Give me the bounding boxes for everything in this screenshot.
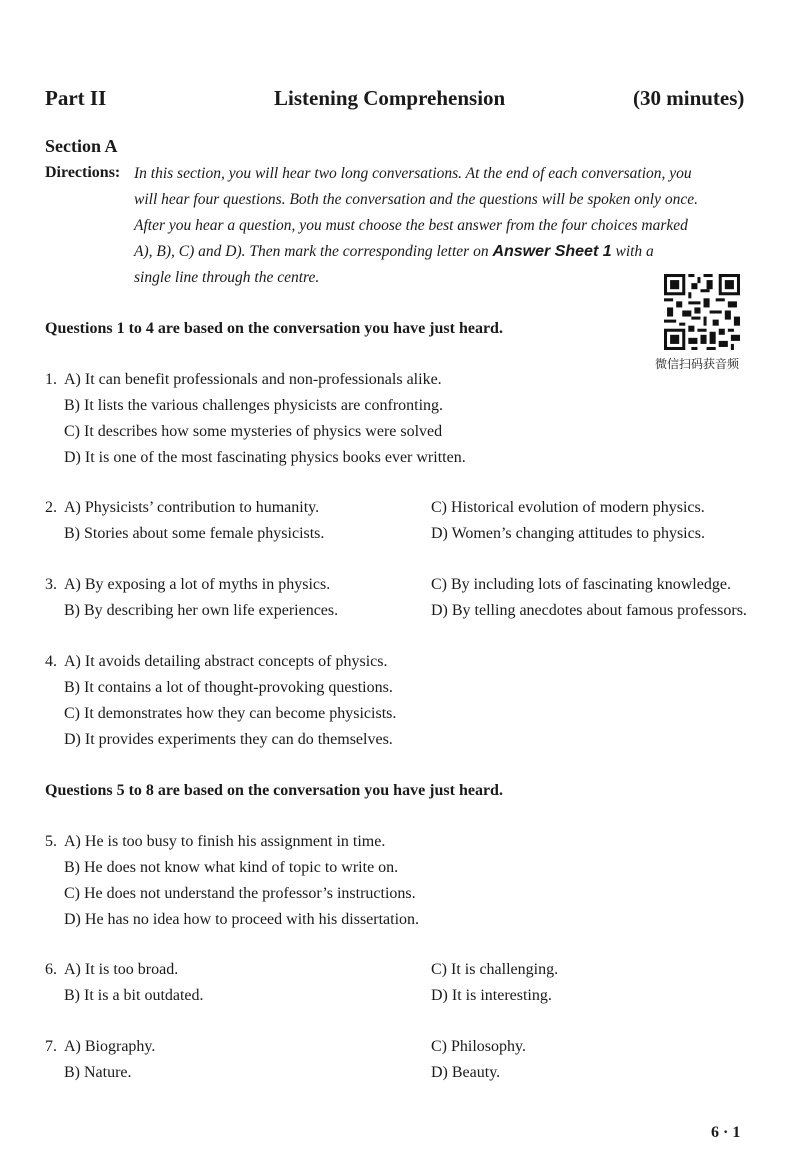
option-3b: B) By describing her own life experiences. (64, 602, 339, 619)
question-number: 5. (45, 833, 57, 850)
page-title: Listening Comprehension (274, 86, 506, 110)
questions-1-4-header: Questions 1 to 4 are based on the conversation you have just heard. (45, 320, 503, 337)
option-1d: D) It is one of the most fascinating physics books ever written. (64, 449, 466, 466)
option-4d: D) It provides experiments they can do themselves. (64, 731, 393, 748)
question-number: 1. (45, 371, 57, 388)
option-2d: D) Women’s changing attitudes to physics. (431, 525, 705, 542)
part-label: Part II (45, 86, 107, 110)
option-4a: A) It avoids detailing abstract concepts of physics. (64, 653, 388, 670)
option-5d: D) He has no idea how to proceed with his dissertation. (64, 911, 420, 928)
option-7c: C) Philosophy. (431, 1038, 526, 1055)
option-7a: A) Biography. (64, 1038, 156, 1055)
option-4b: B) It contains a lot of thought-provoking questions. (64, 679, 393, 696)
directions-line-4-text: A), B), C) and D). Then mark the corresponding letter on (134, 243, 489, 260)
option-2b: B) Stories about some female physicists. (64, 525, 325, 542)
option-3d: D) By telling anecdotes about famous professors. (431, 602, 747, 619)
option-7d: D) Beauty. (431, 1064, 501, 1081)
option-5a: A) He is too busy to finish his assignment in time. (64, 833, 386, 850)
question-number: 2. (45, 499, 57, 516)
section-heading: Section A (45, 136, 118, 156)
option-6a: A) It is too broad. (64, 961, 179, 978)
page-number: 6 · 1 (711, 1124, 741, 1141)
option-3c: C) By including lots of fascinating knowledge. (431, 576, 731, 593)
answer-sheet-emphasis: Answer Sheet 1 (492, 243, 612, 260)
option-3a: A) By exposing a lot of myths in physics. (64, 576, 331, 593)
questions-5-8-header: Questions 5 to 8 are based on the conversation you have just heard. (45, 782, 503, 799)
time-limit: (30 minutes) (633, 86, 745, 110)
option-1a: A) It can benefit professionals and non-professionals alike. (64, 371, 442, 388)
option-4c: C) It demonstrates how they can become physicists. (64, 705, 397, 722)
option-6b: B) It is a bit outdated. (64, 987, 204, 1004)
option-7b: B) Nature. (64, 1064, 132, 1081)
question-number: 6. (45, 961, 57, 978)
directions-line-1: In this section, you will hear two long conversations. At the end of each conversation, you (134, 165, 692, 182)
question-number: 7. (45, 1038, 57, 1055)
option-5c: C) He does not understand the professor’s instructions. (64, 885, 416, 902)
option-2a: A) Physicists’ contribution to humanity. (64, 499, 320, 516)
directions-line-3: After you hear a question, you must choose the best answer from the four choices marked (134, 217, 688, 234)
directions-label: Directions: (45, 164, 121, 181)
option-1c: C) It describes how some mysteries of physics were solved (64, 423, 443, 440)
option-2c: C) Historical evolution of modern physics. (431, 499, 705, 516)
question-number: 4. (45, 653, 57, 670)
directions-line-4-end: with a (615, 243, 654, 260)
option-6d: D) It is interesting. (431, 987, 552, 1004)
qr-caption: 微信扫码获音频 (655, 357, 740, 371)
directions-line-4 (134, 243, 754, 261)
option-5b: B) He does not know what kind of topic to write on. (64, 859, 399, 876)
directions-line-2: will hear four questions. Both the conversation and the questions will be spoken only once. (134, 191, 698, 208)
directions-line-5: single line through the centre. (134, 269, 320, 286)
question-number: 3. (45, 576, 57, 593)
option-6c: C) It is challenging. (431, 961, 559, 978)
option-1b: B) It lists the various challenges physicists are confronting. (64, 397, 444, 414)
qr-code-icon[interactable] (662, 274, 742, 350)
